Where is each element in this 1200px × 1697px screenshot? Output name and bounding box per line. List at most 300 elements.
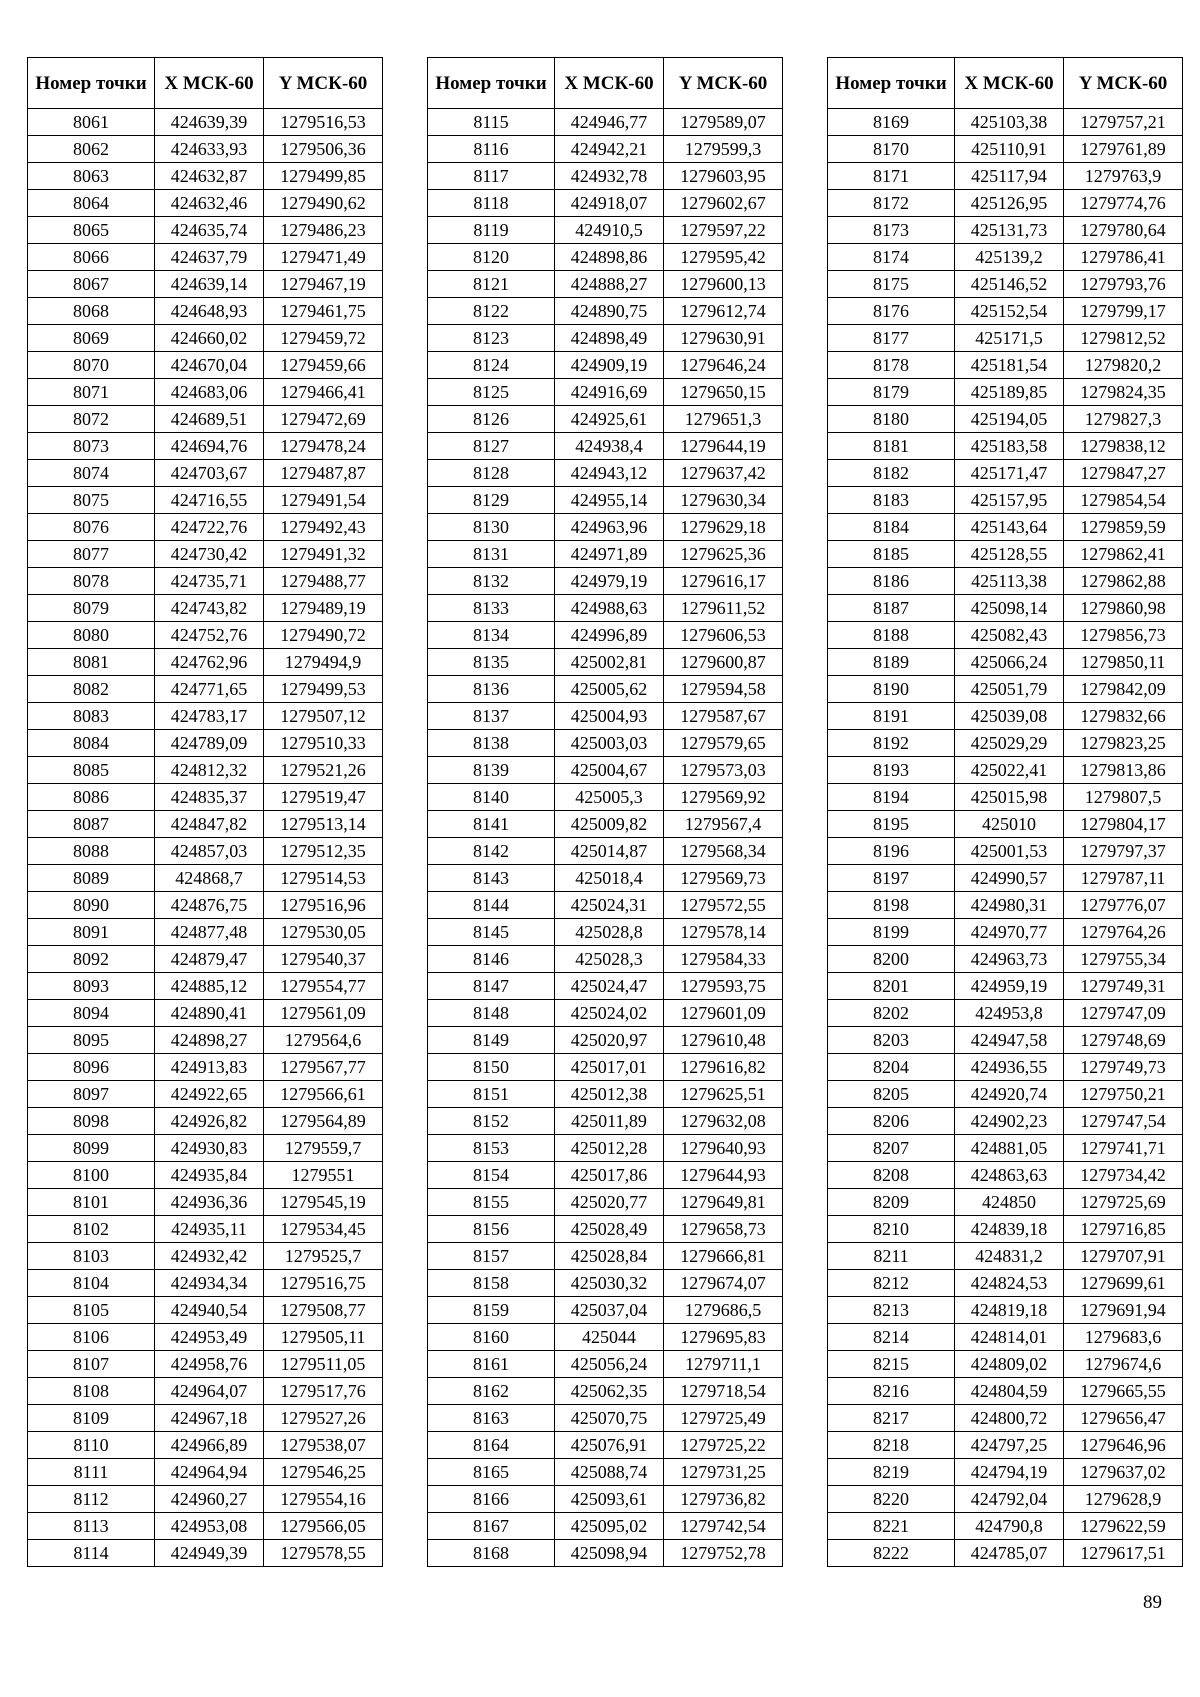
header-point: Номер точки xyxy=(28,58,155,109)
table-row xyxy=(428,892,783,919)
table-row xyxy=(828,1135,1183,1162)
point-number-cell: 8141 xyxy=(428,811,555,838)
table-row xyxy=(428,649,783,676)
point-number-cell: 8165 xyxy=(428,1459,555,1486)
point-number-cell: 8213 xyxy=(828,1297,955,1324)
x-coordinate-cell: 424639,39 xyxy=(155,109,264,136)
y-coordinate-cell: 1279578,14 xyxy=(664,919,783,946)
point-number-cell: 8138 xyxy=(428,730,555,757)
y-coordinate-cell: 1279525,7 xyxy=(264,1243,383,1270)
table-row xyxy=(28,1135,383,1162)
table-row xyxy=(28,541,383,568)
x-coordinate-cell: 424831,2 xyxy=(955,1243,1064,1270)
x-coordinate-cell: 425010 xyxy=(955,811,1064,838)
table-row xyxy=(28,1027,383,1054)
x-coordinate-cell: 425005,3 xyxy=(555,784,664,811)
x-coordinate-cell: 425039,08 xyxy=(955,703,1064,730)
x-coordinate-cell: 424639,14 xyxy=(155,271,264,298)
x-coordinate-cell: 424888,27 xyxy=(555,271,664,298)
table-row xyxy=(828,406,1183,433)
x-coordinate-cell: 424804,59 xyxy=(955,1378,1064,1405)
y-coordinate-cell: 1279499,53 xyxy=(264,676,383,703)
y-coordinate-cell: 1279764,26 xyxy=(1064,919,1183,946)
table-row xyxy=(428,676,783,703)
table-row xyxy=(428,271,783,298)
y-coordinate-cell: 1279622,59 xyxy=(1064,1513,1183,1540)
point-number-cell: 8085 xyxy=(28,757,155,784)
y-coordinate-cell: 1279516,53 xyxy=(264,109,383,136)
point-number-cell: 8080 xyxy=(28,622,155,649)
point-number-cell: 8114 xyxy=(28,1540,155,1567)
page-number: 89 xyxy=(1143,1592,1162,1613)
table-row xyxy=(828,865,1183,892)
point-number-cell: 8163 xyxy=(428,1405,555,1432)
point-number-cell: 8170 xyxy=(828,136,955,163)
table-row xyxy=(28,190,383,217)
point-number-cell: 8120 xyxy=(428,244,555,271)
table-row xyxy=(428,865,783,892)
point-number-cell: 8108 xyxy=(28,1378,155,1405)
x-coordinate-cell: 425005,62 xyxy=(555,676,664,703)
point-number-cell: 8183 xyxy=(828,487,955,514)
y-coordinate-cell: 1279492,43 xyxy=(264,514,383,541)
table-row xyxy=(28,1081,383,1108)
point-number-cell: 8220 xyxy=(828,1486,955,1513)
table-row xyxy=(828,244,1183,271)
point-number-cell: 8186 xyxy=(828,568,955,595)
point-number-cell: 8175 xyxy=(828,271,955,298)
y-coordinate-cell: 1279490,62 xyxy=(264,190,383,217)
table-row xyxy=(428,1351,783,1378)
point-number-cell: 8178 xyxy=(828,352,955,379)
x-coordinate-cell: 425012,28 xyxy=(555,1135,664,1162)
x-coordinate-cell: 424926,82 xyxy=(155,1108,264,1135)
table-row xyxy=(28,163,383,190)
table-row xyxy=(428,946,783,973)
y-coordinate-cell: 1279859,59 xyxy=(1064,514,1183,541)
y-coordinate-cell: 1279478,24 xyxy=(264,433,383,460)
table-row xyxy=(28,379,383,406)
x-coordinate-cell: 425024,02 xyxy=(555,1000,664,1027)
point-number-cell: 8222 xyxy=(828,1540,955,1567)
x-coordinate-cell: 425157,95 xyxy=(955,487,1064,514)
y-coordinate-cell: 1279578,55 xyxy=(264,1540,383,1567)
header-point: Номер точки xyxy=(428,58,555,109)
x-coordinate-cell: 424936,36 xyxy=(155,1189,264,1216)
point-number-cell: 8079 xyxy=(28,595,155,622)
point-number-cell: 8218 xyxy=(828,1432,955,1459)
x-coordinate-cell: 424964,94 xyxy=(155,1459,264,1486)
point-number-cell: 8153 xyxy=(428,1135,555,1162)
x-coordinate-cell: 425028,3 xyxy=(555,946,664,973)
x-coordinate-cell: 424980,31 xyxy=(955,892,1064,919)
table-row xyxy=(828,1486,1183,1513)
table-row xyxy=(28,487,383,514)
table-row xyxy=(28,784,383,811)
point-number-cell: 8145 xyxy=(428,919,555,946)
x-coordinate-cell: 425001,53 xyxy=(955,838,1064,865)
y-coordinate-cell: 1279584,33 xyxy=(664,946,783,973)
point-number-cell: 8066 xyxy=(28,244,155,271)
y-coordinate-cell: 1279616,82 xyxy=(664,1054,783,1081)
table-row xyxy=(28,1243,383,1270)
point-number-cell: 8203 xyxy=(828,1027,955,1054)
point-number-cell: 8127 xyxy=(428,433,555,460)
y-coordinate-cell: 1279774,76 xyxy=(1064,190,1183,217)
y-coordinate-cell: 1279646,24 xyxy=(664,352,783,379)
table-row xyxy=(428,568,783,595)
point-number-cell: 8113 xyxy=(28,1513,155,1540)
table-row xyxy=(428,919,783,946)
x-coordinate-cell: 425171,47 xyxy=(955,460,1064,487)
y-coordinate-cell: 1279519,47 xyxy=(264,784,383,811)
y-coordinate-cell: 1279629,18 xyxy=(664,514,783,541)
x-coordinate-cell: 425037,04 xyxy=(555,1297,664,1324)
y-coordinate-cell: 1279534,45 xyxy=(264,1216,383,1243)
coordinates-table-3 xyxy=(827,57,1183,1567)
table-row xyxy=(428,703,783,730)
table-row xyxy=(828,838,1183,865)
point-number-cell: 8107 xyxy=(28,1351,155,1378)
point-number-cell: 8096 xyxy=(28,1054,155,1081)
point-number-cell: 8204 xyxy=(828,1054,955,1081)
y-coordinate-cell: 1279763,9 xyxy=(1064,163,1183,190)
x-coordinate-cell: 424935,11 xyxy=(155,1216,264,1243)
x-coordinate-cell: 424819,18 xyxy=(955,1297,1064,1324)
y-coordinate-cell: 1279656,47 xyxy=(1064,1405,1183,1432)
table-row xyxy=(28,1216,383,1243)
table-row xyxy=(828,379,1183,406)
point-number-cell: 8081 xyxy=(28,649,155,676)
x-coordinate-cell: 425098,14 xyxy=(955,595,1064,622)
y-coordinate-cell: 1279472,69 xyxy=(264,406,383,433)
x-coordinate-cell: 425022,41 xyxy=(955,757,1064,784)
y-coordinate-cell: 1279521,26 xyxy=(264,757,383,784)
x-coordinate-cell: 424868,7 xyxy=(155,865,264,892)
table-row xyxy=(28,1513,383,1540)
table-row xyxy=(428,1216,783,1243)
table-row xyxy=(428,1513,783,1540)
y-coordinate-cell: 1279748,69 xyxy=(1064,1027,1183,1054)
table-row xyxy=(428,190,783,217)
table-row xyxy=(428,163,783,190)
x-coordinate-cell: 424988,63 xyxy=(555,595,664,622)
point-number-cell: 8070 xyxy=(28,352,155,379)
table-row xyxy=(428,1324,783,1351)
y-coordinate-cell: 1279602,67 xyxy=(664,190,783,217)
point-number-cell: 8123 xyxy=(428,325,555,352)
table-row xyxy=(28,1297,383,1324)
header-x: X МСК-60 xyxy=(155,58,264,109)
x-coordinate-cell: 424946,77 xyxy=(555,109,664,136)
x-coordinate-cell: 424890,41 xyxy=(155,1000,264,1027)
point-number-cell: 8221 xyxy=(828,1513,955,1540)
table-row xyxy=(28,946,383,973)
x-coordinate-cell: 424885,12 xyxy=(155,973,264,1000)
table-row xyxy=(28,1378,383,1405)
y-coordinate-cell: 1279489,19 xyxy=(264,595,383,622)
point-number-cell: 8150 xyxy=(428,1054,555,1081)
header-y: Y МСК-60 xyxy=(264,58,383,109)
point-number-cell: 8116 xyxy=(428,136,555,163)
table-row xyxy=(428,325,783,352)
header-row xyxy=(28,58,383,109)
y-coordinate-cell: 1279862,41 xyxy=(1064,541,1183,568)
table-row xyxy=(828,1513,1183,1540)
y-coordinate-cell: 1279486,23 xyxy=(264,217,383,244)
table-row xyxy=(28,649,383,676)
table-row xyxy=(828,487,1183,514)
x-coordinate-cell: 425093,61 xyxy=(555,1486,664,1513)
point-number-cell: 8191 xyxy=(828,703,955,730)
table-row xyxy=(428,1081,783,1108)
point-number-cell: 8217 xyxy=(828,1405,955,1432)
x-coordinate-cell: 425044 xyxy=(555,1324,664,1351)
point-number-cell: 8089 xyxy=(28,865,155,892)
x-coordinate-cell: 424920,74 xyxy=(955,1081,1064,1108)
y-coordinate-cell: 1279527,26 xyxy=(264,1405,383,1432)
y-coordinate-cell: 1279780,64 xyxy=(1064,217,1183,244)
table-row xyxy=(28,514,383,541)
y-coordinate-cell: 1279804,17 xyxy=(1064,811,1183,838)
x-coordinate-cell: 424959,19 xyxy=(955,973,1064,1000)
x-coordinate-cell: 425024,47 xyxy=(555,973,664,1000)
point-number-cell: 8192 xyxy=(828,730,955,757)
table-row xyxy=(828,217,1183,244)
point-number-cell: 8166 xyxy=(428,1486,555,1513)
point-number-cell: 8110 xyxy=(28,1432,155,1459)
x-coordinate-cell: 425117,94 xyxy=(955,163,1064,190)
y-coordinate-cell: 1279488,77 xyxy=(264,568,383,595)
point-number-cell: 8201 xyxy=(828,973,955,1000)
y-coordinate-cell: 1279799,17 xyxy=(1064,298,1183,325)
point-number-cell: 8087 xyxy=(28,811,155,838)
table-row xyxy=(828,1216,1183,1243)
point-number-cell: 8136 xyxy=(428,676,555,703)
table-row xyxy=(828,919,1183,946)
point-number-cell: 8188 xyxy=(828,622,955,649)
x-coordinate-cell: 425003,03 xyxy=(555,730,664,757)
y-coordinate-cell: 1279786,41 xyxy=(1064,244,1183,271)
point-number-cell: 8160 xyxy=(428,1324,555,1351)
point-number-cell: 8177 xyxy=(828,325,955,352)
point-number-cell: 8121 xyxy=(428,271,555,298)
point-number-cell: 8147 xyxy=(428,973,555,1000)
y-coordinate-cell: 1279749,31 xyxy=(1064,973,1183,1000)
y-coordinate-cell: 1279731,25 xyxy=(664,1459,783,1486)
x-coordinate-cell: 424953,49 xyxy=(155,1324,264,1351)
table-row xyxy=(828,1351,1183,1378)
point-number-cell: 8162 xyxy=(428,1378,555,1405)
table-row xyxy=(28,1540,383,1567)
y-coordinate-cell: 1279491,32 xyxy=(264,541,383,568)
point-number-cell: 8093 xyxy=(28,973,155,1000)
x-coordinate-cell: 425029,29 xyxy=(955,730,1064,757)
y-coordinate-cell: 1279516,96 xyxy=(264,892,383,919)
x-coordinate-cell: 424955,14 xyxy=(555,487,664,514)
y-coordinate-cell: 1279686,5 xyxy=(664,1297,783,1324)
table-row xyxy=(28,865,383,892)
table-row xyxy=(28,757,383,784)
table-row xyxy=(828,325,1183,352)
point-number-cell: 8199 xyxy=(828,919,955,946)
table-row xyxy=(828,298,1183,325)
table-row xyxy=(828,271,1183,298)
y-coordinate-cell: 1279787,11 xyxy=(1064,865,1183,892)
table-row xyxy=(28,1000,383,1027)
point-number-cell: 8072 xyxy=(28,406,155,433)
x-coordinate-cell: 424797,25 xyxy=(955,1432,1064,1459)
y-coordinate-cell: 1279513,14 xyxy=(264,811,383,838)
table-row xyxy=(428,514,783,541)
x-coordinate-cell: 425028,49 xyxy=(555,1216,664,1243)
table-row xyxy=(428,811,783,838)
table-row xyxy=(28,838,383,865)
x-coordinate-cell: 425002,81 xyxy=(555,649,664,676)
point-number-cell: 8167 xyxy=(428,1513,555,1540)
y-coordinate-cell: 1279725,49 xyxy=(664,1405,783,1432)
table-row xyxy=(828,622,1183,649)
point-number-cell: 8067 xyxy=(28,271,155,298)
y-coordinate-cell: 1279511,05 xyxy=(264,1351,383,1378)
x-coordinate-cell: 424722,76 xyxy=(155,514,264,541)
y-coordinate-cell: 1279611,52 xyxy=(664,595,783,622)
table-row xyxy=(828,1540,1183,1567)
point-number-cell: 8200 xyxy=(828,946,955,973)
y-coordinate-cell: 1279757,21 xyxy=(1064,109,1183,136)
y-coordinate-cell: 1279616,17 xyxy=(664,568,783,595)
x-coordinate-cell: 424850 xyxy=(955,1189,1064,1216)
table-row xyxy=(28,1324,383,1351)
x-coordinate-cell: 424913,83 xyxy=(155,1054,264,1081)
y-coordinate-cell: 1279589,07 xyxy=(664,109,783,136)
y-coordinate-cell: 1279625,36 xyxy=(664,541,783,568)
y-coordinate-cell: 1279827,3 xyxy=(1064,406,1183,433)
x-coordinate-cell: 425015,98 xyxy=(955,784,1064,811)
x-coordinate-cell: 424932,78 xyxy=(555,163,664,190)
x-coordinate-cell: 424660,02 xyxy=(155,325,264,352)
table-row xyxy=(828,946,1183,973)
table-row xyxy=(428,757,783,784)
table-row xyxy=(428,1243,783,1270)
header-point: Номер точки xyxy=(828,58,955,109)
point-number-cell: 8117 xyxy=(428,163,555,190)
y-coordinate-cell: 1279512,35 xyxy=(264,838,383,865)
y-coordinate-cell: 1279506,36 xyxy=(264,136,383,163)
table-row xyxy=(428,298,783,325)
x-coordinate-cell: 425128,55 xyxy=(955,541,1064,568)
x-coordinate-cell: 425171,5 xyxy=(955,325,1064,352)
y-coordinate-cell: 1279813,86 xyxy=(1064,757,1183,784)
y-coordinate-cell: 1279776,07 xyxy=(1064,892,1183,919)
y-coordinate-cell: 1279666,81 xyxy=(664,1243,783,1270)
table-row xyxy=(28,1270,383,1297)
table-row xyxy=(28,109,383,136)
x-coordinate-cell: 424800,72 xyxy=(955,1405,1064,1432)
point-number-cell: 8139 xyxy=(428,757,555,784)
table-row xyxy=(28,703,383,730)
y-coordinate-cell: 1279540,37 xyxy=(264,946,383,973)
y-coordinate-cell: 1279487,87 xyxy=(264,460,383,487)
x-coordinate-cell: 425131,73 xyxy=(955,217,1064,244)
point-number-cell: 8207 xyxy=(828,1135,955,1162)
x-coordinate-cell: 425017,01 xyxy=(555,1054,664,1081)
table-row xyxy=(28,325,383,352)
point-number-cell: 8197 xyxy=(828,865,955,892)
table-row xyxy=(828,703,1183,730)
x-coordinate-cell: 425018,4 xyxy=(555,865,664,892)
table-row xyxy=(428,1054,783,1081)
y-coordinate-cell: 1279490,72 xyxy=(264,622,383,649)
y-coordinate-cell: 1279747,09 xyxy=(1064,1000,1183,1027)
y-coordinate-cell: 1279718,54 xyxy=(664,1378,783,1405)
table-row xyxy=(828,595,1183,622)
y-coordinate-cell: 1279683,6 xyxy=(1064,1324,1183,1351)
table-row xyxy=(28,1189,383,1216)
y-coordinate-cell: 1279847,27 xyxy=(1064,460,1183,487)
x-coordinate-cell: 425056,24 xyxy=(555,1351,664,1378)
table-row xyxy=(828,514,1183,541)
point-number-cell: 8100 xyxy=(28,1162,155,1189)
table-row xyxy=(828,352,1183,379)
point-number-cell: 8125 xyxy=(428,379,555,406)
x-coordinate-cell: 424783,17 xyxy=(155,703,264,730)
point-number-cell: 8189 xyxy=(828,649,955,676)
x-coordinate-cell: 424835,37 xyxy=(155,784,264,811)
point-number-cell: 8103 xyxy=(28,1243,155,1270)
x-coordinate-cell: 424932,42 xyxy=(155,1243,264,1270)
x-coordinate-cell: 425030,32 xyxy=(555,1270,664,1297)
point-number-cell: 8148 xyxy=(428,1000,555,1027)
point-number-cell: 8206 xyxy=(828,1108,955,1135)
table-row xyxy=(28,595,383,622)
x-coordinate-cell: 424683,06 xyxy=(155,379,264,406)
point-number-cell: 8063 xyxy=(28,163,155,190)
table-row xyxy=(428,487,783,514)
point-number-cell: 8209 xyxy=(828,1189,955,1216)
y-coordinate-cell: 1279630,34 xyxy=(664,487,783,514)
table-row xyxy=(828,1162,1183,1189)
x-coordinate-cell: 424789,09 xyxy=(155,730,264,757)
y-coordinate-cell: 1279716,85 xyxy=(1064,1216,1183,1243)
y-coordinate-cell: 1279862,88 xyxy=(1064,568,1183,595)
table-row xyxy=(828,1405,1183,1432)
x-coordinate-cell: 424879,47 xyxy=(155,946,264,973)
point-number-cell: 8202 xyxy=(828,1000,955,1027)
table-row xyxy=(428,136,783,163)
table-row xyxy=(828,1459,1183,1486)
y-coordinate-cell: 1279856,73 xyxy=(1064,622,1183,649)
point-number-cell: 8119 xyxy=(428,217,555,244)
x-coordinate-cell: 424762,96 xyxy=(155,649,264,676)
x-coordinate-cell: 425024,31 xyxy=(555,892,664,919)
y-coordinate-cell: 1279674,07 xyxy=(664,1270,783,1297)
table-row xyxy=(28,1108,383,1135)
point-number-cell: 8092 xyxy=(28,946,155,973)
x-coordinate-cell: 424809,02 xyxy=(955,1351,1064,1378)
y-coordinate-cell: 1279554,77 xyxy=(264,973,383,1000)
point-number-cell: 8185 xyxy=(828,541,955,568)
x-coordinate-cell: 424963,96 xyxy=(555,514,664,541)
x-coordinate-cell: 424694,76 xyxy=(155,433,264,460)
point-number-cell: 8091 xyxy=(28,919,155,946)
y-coordinate-cell: 1279747,54 xyxy=(1064,1108,1183,1135)
table-row xyxy=(828,1108,1183,1135)
x-coordinate-cell: 425020,97 xyxy=(555,1027,664,1054)
x-coordinate-cell: 425152,54 xyxy=(955,298,1064,325)
y-coordinate-cell: 1279850,11 xyxy=(1064,649,1183,676)
point-number-cell: 8068 xyxy=(28,298,155,325)
